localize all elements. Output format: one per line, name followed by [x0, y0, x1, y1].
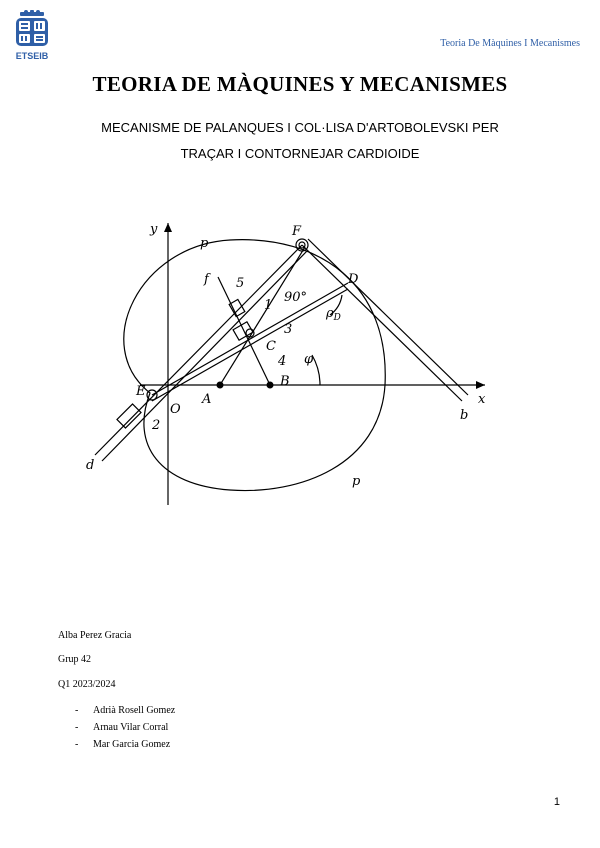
label-c: C	[266, 339, 276, 354]
label-p-top: p	[200, 236, 209, 251]
label-1: 1	[264, 298, 273, 313]
label-d-lower: d	[86, 458, 95, 473]
member-name: Adrià Rosell Gomez	[93, 705, 176, 716]
label-d-upper: D	[348, 272, 359, 287]
label-rho-d: $\rho_D$	[326, 306, 341, 323]
label-b-lower: b	[460, 408, 469, 423]
etseib-logo	[12, 10, 52, 62]
label-phi: φ	[304, 352, 314, 367]
label-2: 2	[152, 418, 161, 433]
list-item: - Adrià Rosell Gomez	[75, 705, 176, 716]
bar-fdb-1	[302, 245, 462, 401]
label-e: E	[136, 384, 146, 399]
label-f-lower: f	[204, 272, 209, 287]
team-member-list	[75, 705, 175, 756]
page-number: 1	[553, 796, 560, 808]
label-a: A	[202, 392, 212, 407]
group-label: Grup 42	[58, 654, 92, 665]
member-name: Arnau Vilar Corral	[93, 722, 169, 733]
bar-ecd	[152, 283, 348, 395]
joint-b	[267, 382, 274, 389]
label-y: y	[150, 222, 158, 237]
member-name: Mar Garcia Gomez	[93, 739, 171, 750]
label-5: 5	[236, 276, 245, 291]
angle-phi-arc	[312, 355, 320, 385]
slider-block-f	[229, 299, 245, 316]
label-b-upper: B	[280, 374, 290, 389]
logo-text: ETSEIB	[15, 51, 49, 61]
list-item: - Mar Garcia Gomez	[75, 739, 171, 750]
label-x: x	[478, 392, 486, 407]
bar-fcb	[218, 277, 273, 385]
label-o: O	[170, 402, 181, 417]
label-p-bottom: p	[352, 474, 361, 489]
document-title: TEORIA DE MÀQUINES Y MECANISMES	[92, 72, 508, 96]
label-4: 4	[278, 354, 287, 369]
bar-ecd-2	[152, 289, 348, 401]
document-subtitle-line-1: MECANISME DE PALANQUES I COL·LISA D'ARTOBOLEVSKI PER	[101, 120, 499, 135]
document-subtitle-line-2: TRAÇAR I CONTORNEJAR CARDIOIDE	[180, 146, 420, 161]
label-angle-90: 90°	[284, 290, 308, 305]
author-name: Alba Perez Gracia	[58, 630, 132, 641]
cardioid-curve	[124, 240, 385, 491]
label-f-upper: F	[292, 224, 302, 239]
joint-a	[217, 382, 224, 389]
running-header: Teoria De Màquines I Mecanismes	[440, 38, 580, 49]
label-3: 3	[284, 322, 293, 337]
cardioid-mechanism-figure	[80, 205, 520, 505]
list-item: - Arnau Vilar Corral	[75, 722, 169, 733]
academic-period: Q1 2023/2024	[58, 679, 116, 690]
